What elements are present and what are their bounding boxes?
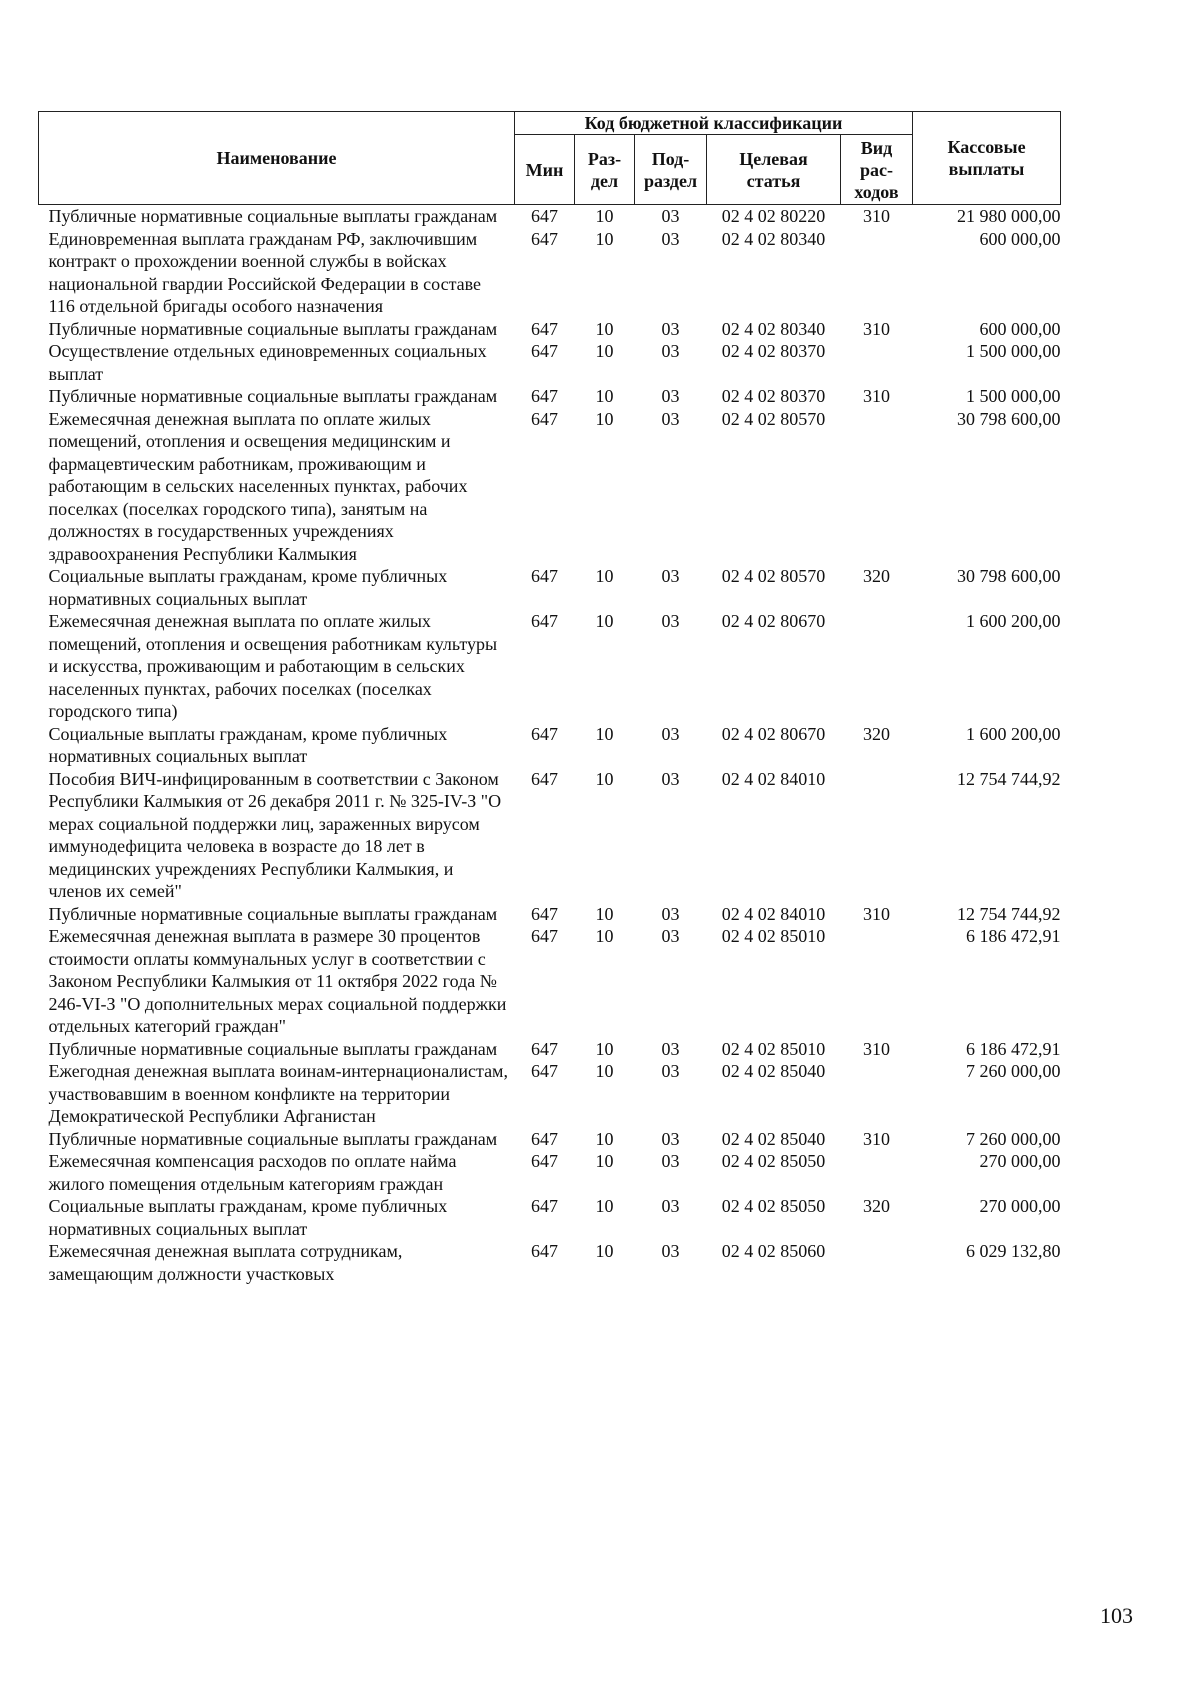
header-celevaya-line1: Целевая (739, 148, 808, 169)
table-row (39, 1060, 1061, 1128)
cell-min: 647 (531, 566, 558, 586)
cell-min: 647 (531, 903, 558, 924)
cell-name: Единовременная выплата гражданам РФ, заключившим контракт о прохождении военной службы в войсках национальной гвардии Российской Федерации в составе 116 отдельной бригады особого назначения (48, 228, 482, 316)
header-vid (841, 135, 913, 205)
cell-amount: 270 000,00 (979, 1151, 1061, 1171)
cell-podrazdel: 03 (661, 1241, 680, 1261)
header-celevaya-line2: статья (746, 170, 801, 191)
header-vid-line2: рас- (860, 159, 893, 180)
cell-celevaya: 02 4 02 85050 (721, 1196, 826, 1216)
cell-celevaya: 02 4 02 80670 (721, 723, 826, 744)
cell-name: Публичные нормативные социальные выплаты гражданам (48, 206, 498, 226)
cell-razdel: 10 (595, 408, 614, 429)
cell-amount: 270 000,00 (979, 1196, 1061, 1216)
cell-podrazdel: 03 (661, 723, 680, 744)
cell-vid (841, 925, 913, 1038)
cell-celevaya: 02 4 02 80370 (721, 341, 826, 361)
cell-amount: 30 798 600,00 (957, 408, 1061, 429)
cell-razdel: 10 (595, 1038, 614, 1059)
cell-name: Ежемесячная компенсация расходов по оплате найма жилого помещения отдельным категориям граждан (48, 1151, 457, 1194)
cell-celevaya: 02 4 02 85060 (721, 1241, 826, 1261)
table-row (39, 925, 1061, 1038)
header-razdel-line2: дел (590, 170, 619, 191)
cell-podrazdel: 03 (661, 408, 680, 429)
header-kassovye-line1: Кассовые (947, 137, 1026, 157)
cell-vid (841, 340, 913, 385)
cell-amount: 6 186 472,91 (966, 926, 1061, 946)
table-body (39, 205, 1061, 1286)
cell-celevaya: 02 4 02 80220 (721, 206, 826, 226)
cell-min: 647 (531, 408, 558, 429)
table-row (39, 565, 1061, 610)
cell-amount: 7 260 000,00 (966, 1128, 1061, 1149)
cell-razdel: 10 (595, 723, 614, 744)
header-name: Наименование (39, 112, 515, 205)
table-row (39, 610, 1061, 723)
cell-min: 647 (531, 1196, 558, 1216)
cell-podrazdel: 03 (661, 611, 680, 631)
cell-vid: 310 (863, 1128, 890, 1149)
header-celevaya (707, 135, 841, 205)
table-row (39, 723, 1061, 768)
cell-celevaya: 02 4 02 80570 (721, 566, 826, 586)
cell-name: Социальные выплаты гражданам, кроме публичных нормативных социальных выплат (48, 566, 448, 609)
cell-podrazdel: 03 (661, 228, 680, 249)
cell-min: 647 (531, 206, 558, 226)
table-row (39, 903, 1061, 926)
cell-amount: 12 754 744,92 (957, 903, 1061, 924)
cell-min: 647 (531, 1038, 558, 1059)
table-row (39, 408, 1061, 566)
table-row (39, 318, 1061, 341)
cell-razdel: 10 (595, 903, 614, 924)
cell-celevaya: 02 4 02 80570 (721, 408, 826, 429)
cell-vid (841, 408, 913, 566)
cell-amount: 12 754 744,92 (957, 768, 1061, 789)
table-row (39, 228, 1061, 318)
cell-vid: 310 (863, 386, 890, 406)
cell-vid: 310 (863, 318, 890, 339)
cell-razdel: 10 (595, 768, 614, 789)
cell-vid: 320 (863, 723, 890, 744)
cell-razdel: 10 (595, 1196, 614, 1216)
cell-razdel: 10 (595, 341, 614, 361)
header-razdel-line1: Раз- (587, 148, 622, 169)
cell-amount: 1 600 200,00 (966, 611, 1061, 631)
cell-vid: 310 (863, 1038, 890, 1059)
cell-name: Ежемесячная денежная выплата сотрудникам, замещающим должности участковых (48, 1241, 403, 1284)
header-min: Мин (515, 135, 575, 205)
budget-table (38, 111, 1061, 1285)
cell-podrazdel: 03 (661, 1196, 680, 1216)
cell-amount: 6 029 132,80 (966, 1241, 1061, 1261)
cell-razdel: 10 (595, 1128, 614, 1149)
table-row (39, 385, 1061, 408)
cell-celevaya: 02 4 02 84010 (721, 903, 826, 924)
cell-amount: 1 600 200,00 (966, 723, 1061, 744)
cell-name: Ежегодная денежная выплата воинам-интернационалистам, участвовавшим в военном конфликте на территории Демократической Республики Афганистан (48, 1061, 508, 1126)
cell-podrazdel: 03 (661, 1038, 680, 1059)
cell-podrazdel: 03 (661, 1128, 680, 1149)
cell-vid: 320 (863, 566, 890, 586)
cell-min: 647 (531, 318, 558, 339)
cell-vid (841, 1150, 913, 1195)
cell-podrazdel: 03 (661, 386, 680, 406)
cell-name: Публичные нормативные социальные выплаты гражданам (48, 1128, 498, 1149)
cell-razdel: 10 (595, 1241, 614, 1261)
cell-vid (841, 768, 913, 903)
cell-celevaya: 02 4 02 80340 (721, 318, 826, 339)
cell-min: 647 (531, 926, 558, 946)
cell-name: Публичные нормативные социальные выплаты гражданам (48, 318, 498, 339)
cell-min: 647 (531, 1128, 558, 1149)
cell-amount: 1 500 000,00 (966, 386, 1061, 406)
header-vid-line1: Вид (860, 137, 893, 158)
cell-celevaya: 02 4 02 80670 (721, 611, 826, 631)
cell-min: 647 (531, 1241, 558, 1261)
cell-vid (841, 1240, 913, 1285)
cell-name: Осуществление отдельных единовременных социальных выплат (48, 341, 487, 384)
cell-podrazdel: 03 (661, 768, 680, 789)
cell-razdel: 10 (595, 1061, 614, 1081)
cell-amount: 30 798 600,00 (957, 566, 1061, 586)
header-vid-line3: ходов (854, 181, 899, 202)
cell-razdel: 10 (595, 926, 614, 946)
table-row (39, 768, 1061, 903)
cell-amount: 1 500 000,00 (966, 341, 1061, 361)
cell-podrazdel: 03 (661, 566, 680, 586)
header-kassovye-line2: выплаты (948, 159, 1025, 179)
cell-podrazdel: 03 (661, 1061, 680, 1081)
cell-min: 647 (531, 1061, 558, 1081)
cell-amount: 21 980 000,00 (957, 206, 1061, 226)
cell-amount: 7 260 000,00 (966, 1061, 1061, 1081)
cell-min: 647 (531, 768, 558, 789)
cell-vid (841, 610, 913, 723)
cell-min: 647 (531, 611, 558, 631)
cell-podrazdel: 03 (661, 341, 680, 361)
cell-razdel: 10 (595, 611, 614, 631)
cell-podrazdel: 03 (661, 318, 680, 339)
header-code-group: Код бюджетной классификации (515, 112, 913, 135)
table-row (39, 1150, 1061, 1195)
table-row (39, 1038, 1061, 1061)
cell-min: 647 (531, 386, 558, 406)
cell-min: 647 (531, 341, 558, 361)
table-row (39, 1195, 1061, 1240)
table-header (39, 112, 1061, 205)
cell-amount: 600 000,00 (979, 228, 1061, 249)
cell-celevaya: 02 4 02 84010 (721, 768, 826, 789)
cell-razdel: 10 (595, 566, 614, 586)
cell-min: 647 (531, 228, 558, 249)
header-podrazdel-line2: раздел (643, 170, 698, 191)
header-podrazdel (635, 135, 707, 205)
cell-name: Ежемесячная денежная выплата по оплате жилых помещений, отопления и освещения работникам культуры и искусства, проживающим и работающим в сельских населенных пунктах, рабочих поселках (поселках городского типа) (48, 611, 498, 721)
cell-podrazdel: 03 (661, 206, 680, 226)
cell-name: Ежемесячная денежная выплата в размере 30 процентов стоимости оплаты коммунальных услуг в соответствии с Законом Республики Калмыкия от 11 октября 2022 года № 246-VI-З "О дополнительных мерах социальной поддержки отдельных категорий граждан" (48, 926, 507, 1036)
cell-name: Публичные нормативные социальные выплаты гражданам (48, 386, 498, 406)
cell-vid (841, 228, 913, 318)
cell-razdel: 10 (595, 1151, 614, 1171)
cell-min: 647 (531, 723, 558, 744)
cell-celevaya: 02 4 02 85040 (721, 1128, 826, 1149)
cell-name: Социальные выплаты гражданам, кроме публичных нормативных социальных выплат (48, 723, 448, 766)
cell-vid: 310 (863, 206, 890, 226)
cell-vid: 320 (863, 1196, 890, 1216)
cell-name: Публичные нормативные социальные выплаты гражданам (48, 903, 498, 924)
cell-vid (841, 1060, 913, 1128)
cell-podrazdel: 03 (661, 926, 680, 946)
header-razdel (575, 135, 635, 205)
table-row (39, 1128, 1061, 1151)
cell-razdel: 10 (595, 386, 614, 406)
header-podrazdel-line1: Под- (651, 148, 690, 169)
table-row (39, 205, 1061, 228)
cell-celevaya: 02 4 02 85050 (721, 1151, 826, 1171)
cell-name: Ежемесячная денежная выплата по оплате жилых помещений, отопления и освещения медицинским и фармацевтическим работникам, проживающим и работающим в сельских населенных пунктах, рабочих поселках (поселках городского типа), занятым на должностях в государственных учреждениях здравоохранения Республики Калмыкия (48, 408, 468, 564)
cell-celevaya: 02 4 02 85010 (721, 1038, 826, 1059)
cell-razdel: 10 (595, 318, 614, 339)
cell-celevaya: 02 4 02 80370 (721, 386, 826, 406)
cell-podrazdel: 03 (661, 903, 680, 924)
cell-celevaya: 02 4 02 85010 (721, 926, 826, 946)
cell-razdel: 10 (595, 206, 614, 226)
cell-name: Пособия ВИЧ-инфицированным в соответствии с Законом Республики Калмыкия от 26 декабря 2011 г. № 325-IV-З "О мерах социальной поддержки лиц, зараженных вирусом иммунодефицита человека в возрасте до 18 лет в медицинских учреждениях Республики Калмыкия, и членов их семей" (48, 768, 502, 901)
cell-name: Социальные выплаты гражданам, кроме публичных нормативных социальных выплат (48, 1196, 448, 1239)
cell-amount: 600 000,00 (979, 318, 1061, 339)
cell-min: 647 (531, 1151, 558, 1171)
cell-razdel: 10 (595, 228, 614, 249)
table-row (39, 340, 1061, 385)
page-number: 103 (1100, 1603, 1133, 1628)
cell-amount: 6 186 472,91 (966, 1038, 1061, 1059)
cell-celevaya: 02 4 02 85040 (721, 1061, 826, 1081)
table-row (39, 1240, 1061, 1285)
header-kassovye (913, 112, 1061, 205)
cell-vid: 310 (863, 903, 890, 924)
cell-podrazdel: 03 (661, 1151, 680, 1171)
cell-celevaya: 02 4 02 80340 (721, 228, 826, 249)
cell-name: Публичные нормативные социальные выплаты гражданам (48, 1038, 498, 1059)
